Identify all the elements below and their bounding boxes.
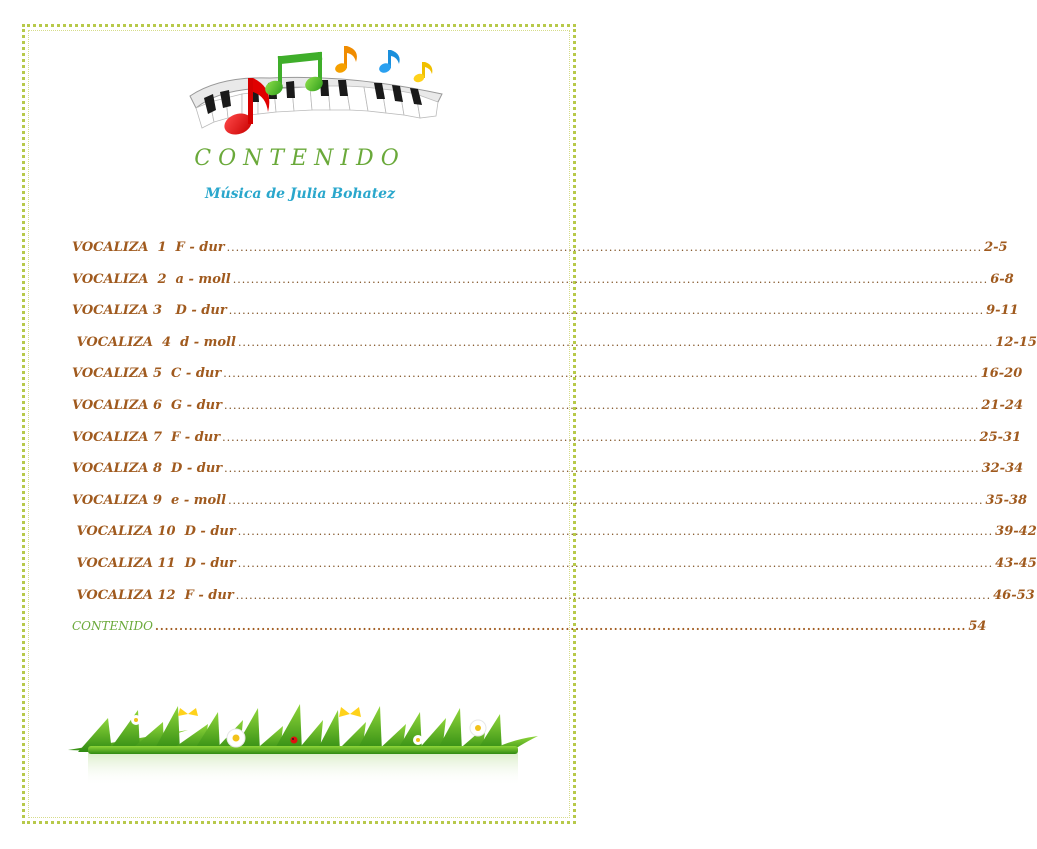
toc-entry-pages: 25-31 — [979, 429, 1022, 445]
toc-entry — [72, 240, 1008, 272]
toc-entry — [72, 366, 1023, 398]
toc-leader-dots: ........................................................................................................................................................................ — [154, 620, 967, 634]
toc-leader-dots: ........................................................................................................................................................................ — [232, 272, 989, 286]
toc-entry-label: VOCALIZA 12 F - dur — [72, 587, 234, 603]
toc-leader-dots: ........................................................................................................................................................................ — [223, 367, 979, 381]
toc-entry-pages: 2-5 — [984, 240, 1008, 255]
toc-entry-label: VOCALIZA 9 e - moll — [72, 492, 227, 508]
toc-entry-label: VOCALIZA 10 D - dur — [72, 524, 236, 540]
toc-leader-dots: ........................................................................................................................................................................ — [223, 398, 980, 412]
toc-entry-contenido — [72, 619, 987, 651]
grass-flowers-icon — [68, 700, 538, 790]
toc-entry-label: VOCALIZA 6 G - dur — [72, 397, 222, 413]
toc-entry — [72, 303, 1019, 335]
toc-leader-dots: ........................................................................................................................................................................ — [237, 335, 994, 349]
toc-leader-dots: ........................................................................................................................................................................ — [228, 493, 984, 507]
toc-entry — [72, 492, 1028, 525]
page-subtitle: Música de Julia Bohatez — [204, 186, 396, 202]
toc-leader-dots: ........................................................................................................................................................................ — [228, 304, 985, 318]
toc-entry-label: VOCALIZA 7 F - dur — [72, 429, 221, 445]
toc-entry-label: CONTENIDO — [72, 619, 153, 634]
toc-entry — [72, 334, 1037, 367]
toc-entry-label: VOCALIZA 8 D - dur — [72, 461, 223, 477]
toc-entry-pages: 16-20 — [980, 366, 1023, 382]
toc-entry-pages: 35-38 — [985, 492, 1028, 508]
toc-entry-label: VOCALIZA 1 F - dur — [72, 240, 225, 255]
toc-leader-dots: ........................................................................................................................................................................ — [237, 525, 994, 539]
toc-leader-dots: ........................................................................................................................................................................ — [224, 462, 980, 476]
toc-entry-pages: 39-42 — [995, 524, 1037, 540]
toc-entry — [72, 524, 1037, 556]
toc-entry — [72, 555, 1037, 588]
toc-entry — [72, 397, 1023, 430]
toc-entry-pages: 21-24 — [981, 397, 1023, 413]
toc-entry-pages: 46-53 — [993, 587, 1035, 603]
toc-entry-pages: 9-11 — [986, 303, 1019, 319]
toc-leader-dots: ........................................................................................................................................................................ — [226, 241, 983, 254]
toc-entry — [72, 271, 1014, 304]
toc-entry-label: VOCALIZA 11 D - dur — [72, 555, 236, 571]
toc-entry — [72, 461, 1024, 493]
toc-entry-pages: 43-45 — [995, 555, 1037, 571]
toc-entry-label: VOCALIZA 4 d - moll — [72, 334, 236, 350]
toc-entry-label: VOCALIZA 2 a - moll — [72, 271, 231, 287]
toc-entry — [72, 429, 1022, 462]
toc-leader-dots: ........................................................................................................................................................................ — [237, 556, 994, 570]
table-of-contents — [72, 240, 1037, 651]
toc-entry-pages: 12-15 — [995, 334, 1037, 350]
toc-leader-dots: ........................................................................................................................................................................ — [235, 588, 992, 602]
toc-entry-pages: 54 — [968, 619, 987, 635]
piano-keys-music-notes-icon — [180, 36, 450, 136]
toc-entry — [72, 587, 1035, 620]
toc-entry-pages: 32-34 — [981, 461, 1024, 477]
toc-entry-label: VOCALIZA 5 C - dur — [72, 366, 222, 382]
toc-leader-dots: ........................................................................................................................................................................ — [222, 430, 978, 444]
page-title: CONTENIDO — [194, 146, 406, 171]
toc-entry-pages: 6-8 — [990, 271, 1014, 287]
toc-entry-label: VOCALIZA 3 D - dur — [72, 303, 227, 319]
